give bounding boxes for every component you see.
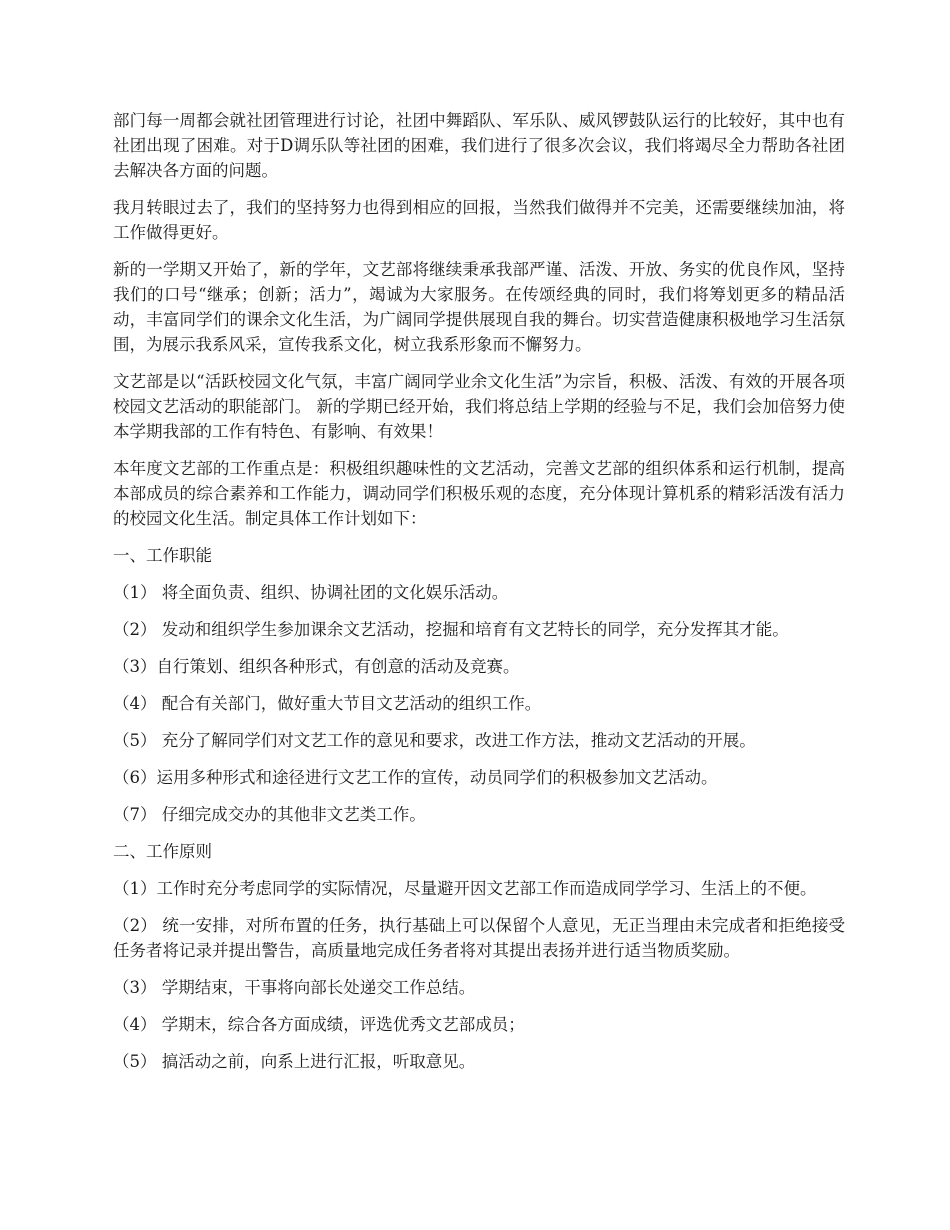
list-item-principle-5: （5） 搞活动之前，向系上进行汇报，听取意见。 (113, 1052, 476, 1071)
list-item-principle-3: （3） 学期结束，干事将向部长处递交工作总结。 (113, 978, 476, 997)
list-item-principle-1: （1）工作时充分考虑同学的实际情况，尽量避开因文艺部工作而造成同学学习、生活上的不便。 (113, 879, 817, 898)
list-item-function-7: （7） 仔细完成交办的其他非文艺类工作。 (113, 805, 426, 824)
paragraph-new-semester: 新的一学期又开始了，新的学年，文艺部将继续秉承我部严谨、活泼、开放、务实的优良作风，坚持我们的口号“继承；创新；活力”，竭诚为大家服务。在传颂经典的同时，我们将筹划更多的精品活动，丰富同学们的课余文化生活，为广阔同学提供展现自我的舞台。切实营造健康积极地学习生活氛围，为展示我系风采，宣传我系文化，树立我系形象而不懈努力。 (113, 260, 845, 354)
list-item-function-2: （2） 发动和组织学生参加课余文艺活动，挖掘和培育有文艺特长的同学，充分发挥其才能。 (113, 620, 789, 639)
list-item-principle-4: （4） 学期末，综合各方面成绩，评选优秀文艺部成员； (113, 1015, 525, 1034)
paragraph-department-purpose: 文艺部是以“活跃校园文化气氛，丰富广阔同学业余文化生活”为宗旨，积极、活泼、有效的开展各项校园文艺活动的职能部门。 新的学期已经开始，我们将总结上学期的经验与不足，我们会加倍努力使本学期我部的工作有特色、有影响、有效果！ (113, 372, 845, 441)
list-item-principle-2: （2） 统一安排，对所布置的任务，执行基础上可以保留个人意见，无正当理由未完成者和拒绝接受任务者将记录并提出警告，高质量地完成任务者将对其提出表扬并进行适当物质奖励。 (113, 916, 845, 960)
paragraph-work-focus: 本年度文艺部的工作重点是：积极组织趣味性的文艺活动，完善文艺部的组织体系和运行机制，提高本部成员的综合素养和工作能力，调动同学们积极乐观的态度，充分体现计算机系的精彩活泼有活力的校园文化生活。制定具体工作计划如下： (113, 459, 845, 528)
list-item-function-5: （5） 充分了解同学们对文艺工作的意见和要求，改进工作方法，推动文艺活动的开展。 (113, 731, 756, 750)
section-heading-work-principles: 二、工作原则 (113, 842, 212, 861)
paragraph-club-management: 部门每一周都会就社团管理进行讨论，社团中舞蹈队、军乐队、威风锣鼓队运行的比较好，其中也有社团出现了困难。对于D调乐队等社团的困难，我们进行了很多次会议，我们将竭尽全力帮助各社团去解决各方面的问题。 (113, 111, 845, 180)
list-item-function-3: （3）自行策划、组织各种形式，有创意的活动及竞赛。 (113, 657, 520, 676)
list-item-function-4: （4） 配合有关部门，做好重大节目文艺活动的组织工作。 (113, 694, 542, 713)
list-item-function-1: （1） 将全面负责、组织、协调社团的文化娱乐活动。 (113, 583, 509, 602)
paragraph-time-passed: 我月转眼过去了，我们的坚持努力也得到相应的回报，当然我们做得并不完美，还需要继续加油，将工作做得更好。 (113, 198, 845, 242)
document-page (113, 108, 845, 1086)
section-heading-work-functions: 一、工作职能 (113, 546, 212, 565)
list-item-function-6: （6）运用多种形式和途径进行文艺工作的宣传，动员同学们的积极参加文艺活动。 (113, 768, 718, 787)
